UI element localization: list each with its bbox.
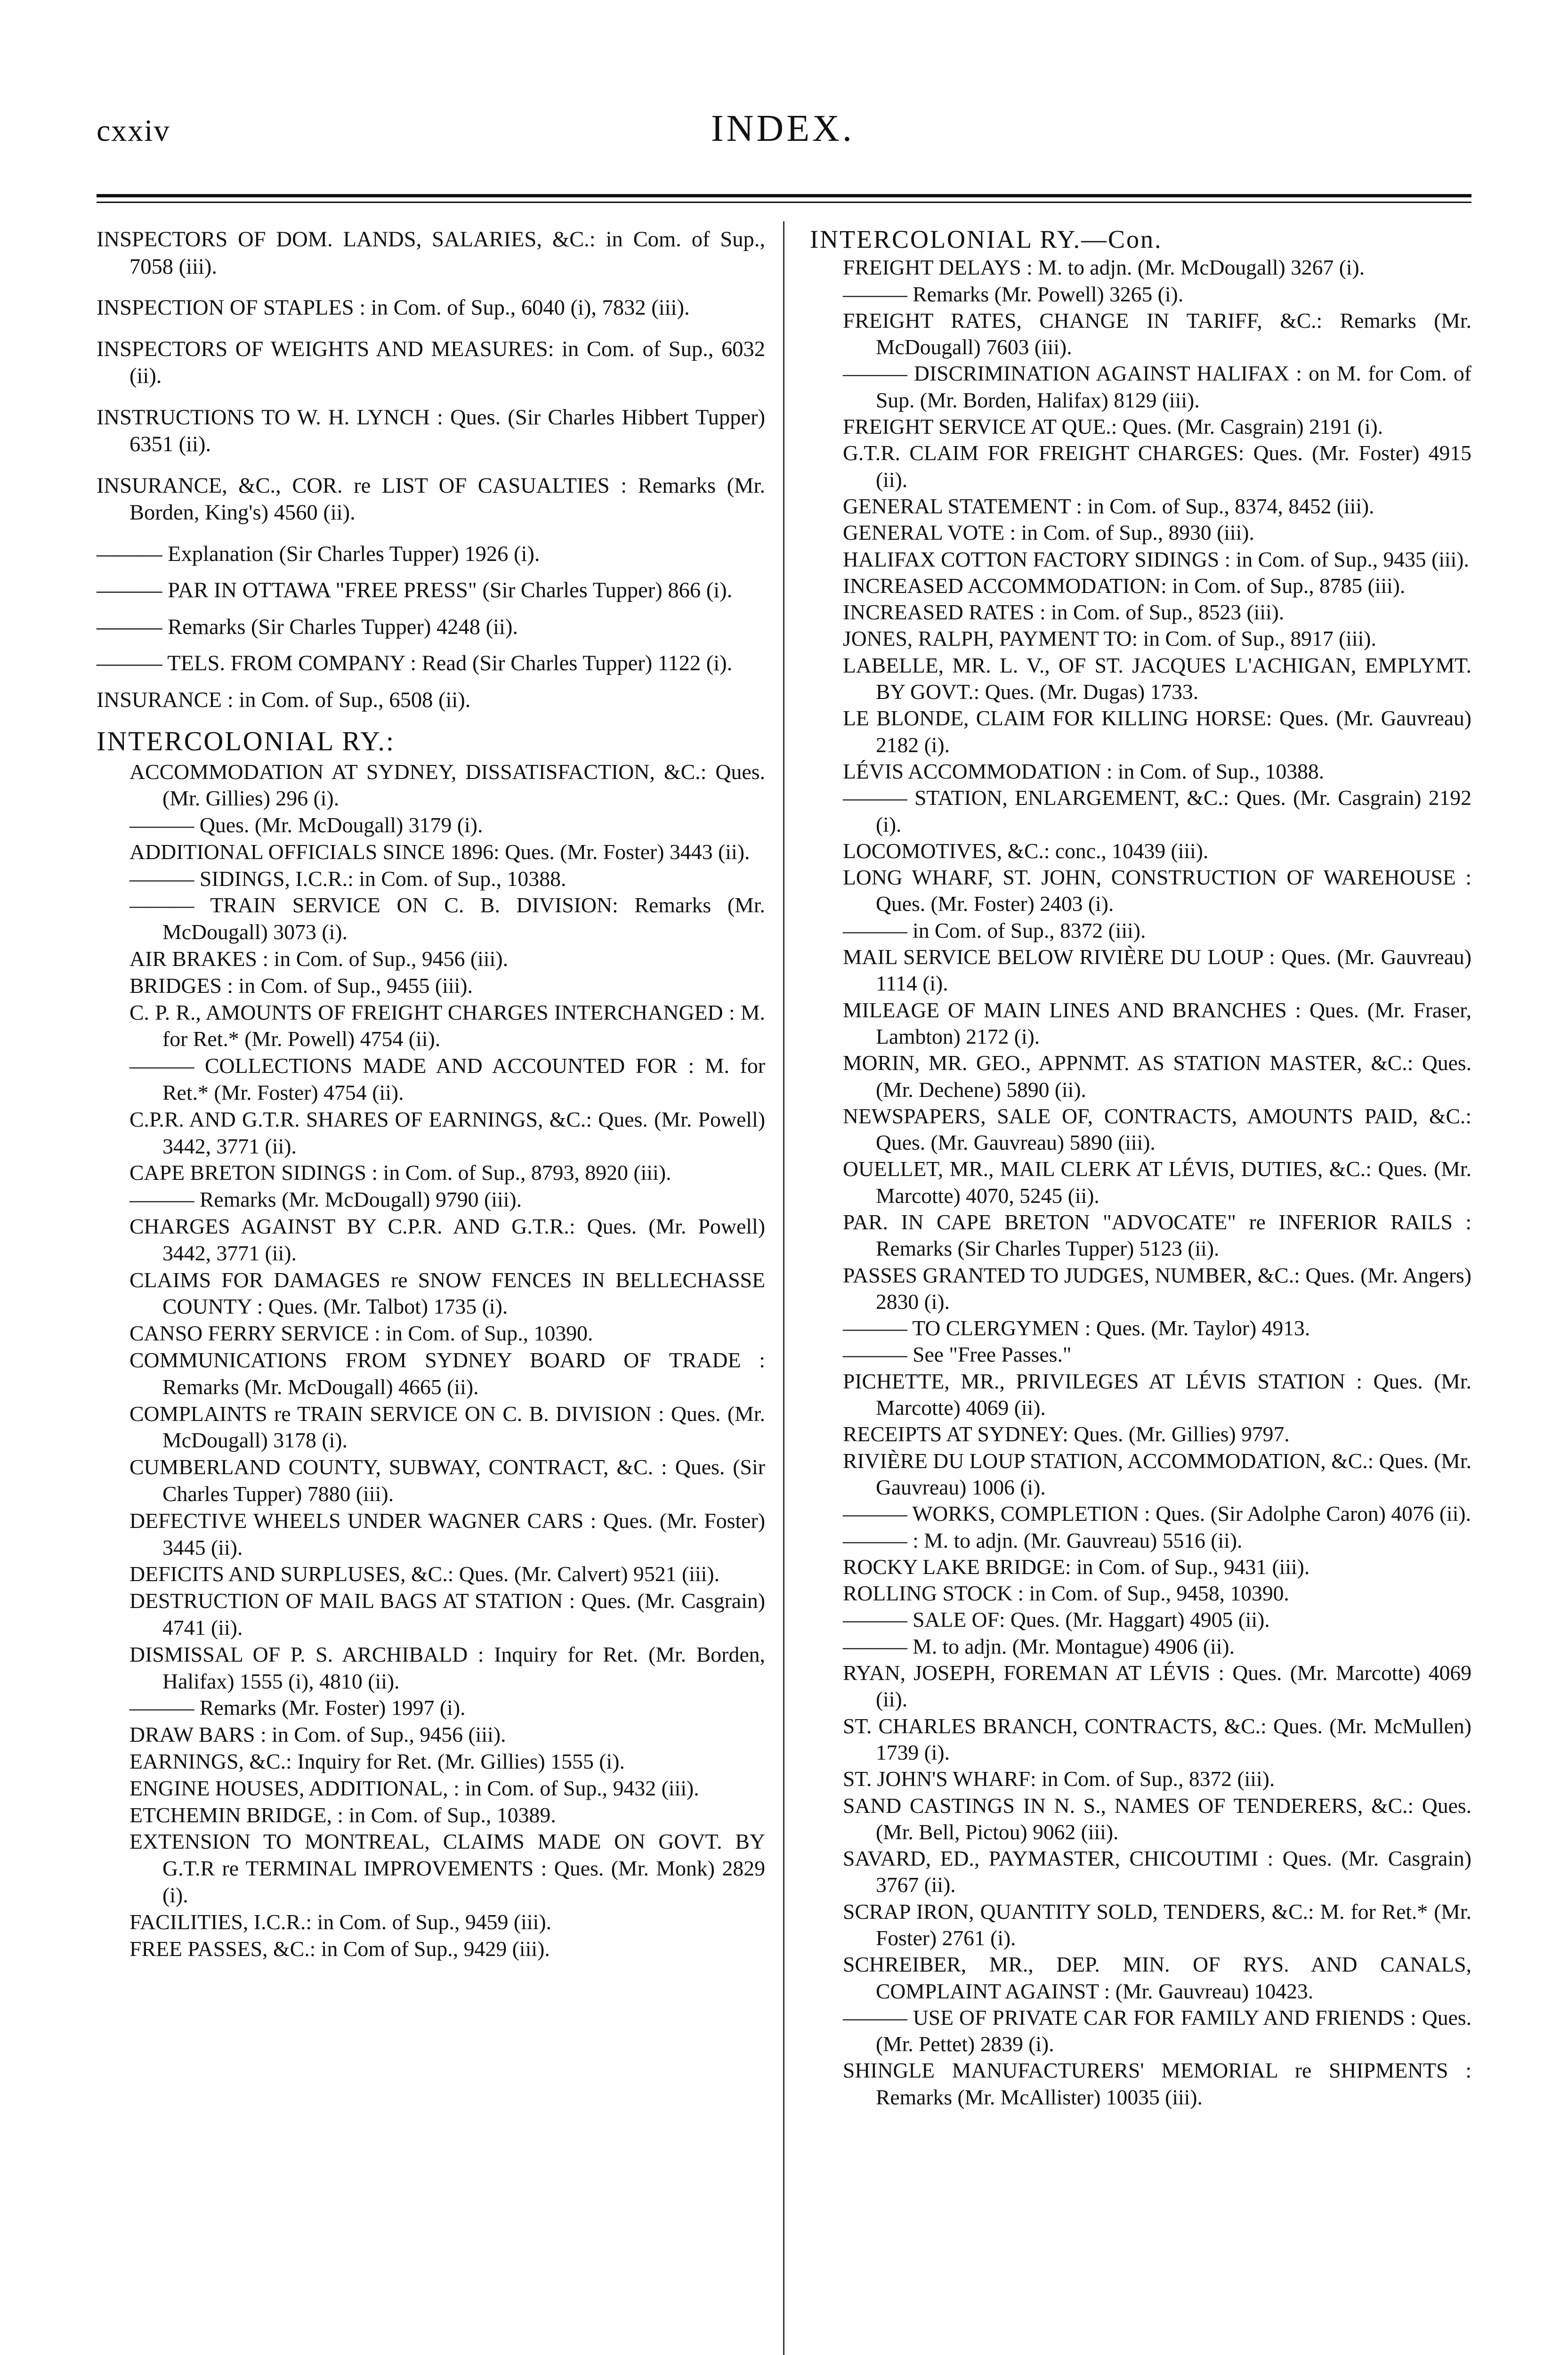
index-entry: ——— M. to adjn. (Mr. Montague) 4906 (ii). [843,1634,1235,1658]
index-entry: C.P.R. AND G.T.R. SHARES OF EARNINGS, &C.: Ques. (Mr. Powell) 3442, 3771 (ii). [129,1107,765,1158]
index-entry: LÉVIS ACCOMMODATION : in Com. of Sup., 10388. [843,759,1325,783]
index-entry: PASSES GRANTED TO JUDGES, NUMBER, &C.: Ques. (Mr. Angers) 2830 (i). [843,1263,1471,1314]
index-entry: FREIGHT RATES, CHANGE IN TARIFF, &C.: Remarks (Mr. McDougall) 7603 (iii). [843,308,1471,359]
index-entry: ——— PAR IN OTTAWA "FREE PRESS" (Sir Charles Tupper) 866 (i). [97,578,733,602]
index-entry: INSPECTORS OF WEIGHTS AND MEASURES: in Com. of Sup., 6032 (ii). [97,337,765,388]
index-entry: INCREASED RATES : in Com. of Sup., 8523 (iii). [843,600,1285,625]
index-entry: ——— SALE OF: Ques. (Mr. Haggart) 4905 (ii). [843,1608,1270,1632]
index-entry: CAPE BRETON SIDINGS : in Com. of Sup., 8793, 8920 (iii). [129,1161,671,1185]
index-entry: FREIGHT DELAYS : M. to adjn. (Mr. McDougall) 3267 (i). [843,255,1365,280]
index-entry: ACCOMMODATION AT SYDNEY, DISSATISFACTION, &C.: Ques. (Mr. Gillies) 296 (i). [129,759,765,811]
index-entry: ——— Remarks (Mr. Foster) 1997 (i). [129,1696,466,1720]
index-entry: ST. CHARLES BRANCH, CONTRACTS, &C.: Ques. (Mr. McMullen) 1739 (i). [843,1713,1471,1764]
index-entry: DISMISSAL OF P. S. ARCHIBALD : Inquiry for Ret. (Mr. Borden, Halifax) 1555 (i), 4810 (ii). [129,1642,765,1693]
page-number: cxxiv [97,114,170,148]
right-entries [843,254,1471,2111]
index-entry: CANSO FERRY SERVICE : in Com. of Sup., 10390. [129,1321,593,1346]
index-entry: FREE PASSES, &C.: in Com of Sup., 9429 (iii). [129,1936,550,1961]
index-entry: ——— SIDINGS, I.C.R.: in Com. of Sup., 10388. [129,866,566,891]
index-entry: RIVIÈRE DU LOUP STATION, ACCOMMODATION, &C.: Ques. (Mr. Gauvreau) 1006 (i). [843,1448,1471,1499]
index-entry: MORIN, MR. GEO., APPNMT. AS STATION MASTER, &C.: Ques. (Mr. Dechene) 5890 (ii). [843,1051,1471,1102]
index-entry: HALIFAX COTTON FACTORY SIDINGS : in Com. of Sup., 9435 (iii). [843,547,1469,571]
index-entry: INSURANCE, &C., COR. re LIST OF CASUALTIES : Remarks (Mr. Borden, King's) 4560 (ii). [97,473,765,525]
index-entry: CLAIMS FOR DAMAGES re SNOW FENCES IN BELLECHASSE COUNTY : Ques. (Mr. Talbot) 1735 (i). [129,1267,765,1319]
index-entry: SCRAP IRON, QUANTITY SOLD, TENDERS, &C.: M. for Ret.* (Mr. Foster) 2761 (i). [843,1899,1471,1950]
index-entry: AIR BRAKES : in Com. of Sup., 9456 (iii). [129,947,509,971]
index-entry: NEWSPAPERS, SALE OF, CONTRACTS, AMOUNTS PAID, &C.: Ques. (Mr. Gauvreau) 5890 (iii). [843,1104,1471,1155]
index-entry: DEFECTIVE WHEELS UNDER WAGNER CARS : Ques. (Mr. Foster) 3445 (ii). [129,1508,765,1559]
index-entry: EXTENSION TO MONTREAL, CLAIMS MADE ON GOVT. BY G.T.R re TERMINAL IMPROVEMENTS : Ques. (Mr. Monk) 2829 (i). [129,1829,765,1907]
index-entry: LONG WHARF, ST. JOHN, CONSTRUCTION OF WAREHOUSE : Ques. (Mr. Foster) 2403 (i). [843,865,1471,916]
index-entry: ENGINE HOUSES, ADDITIONAL, : in Com. of Sup., 9432 (iii). [129,1776,699,1800]
right-column [810,225,1471,2111]
index-entry: OUELLET, MR., MAIL CLERK AT LÉVIS, DUTIES, &C.: Ques. (Mr. Marcotte) 4070, 5245 (ii). [843,1157,1471,1208]
index-entry: DRAW BARS : in Com. of Sup., 9456 (iii). [129,1722,506,1747]
index-entry: SAND CASTINGS IN N. S., NAMES OF TENDERERS, &C.: Ques. (Mr. Bell, Pictou) 9062 (iii). [843,1793,1471,1844]
index-entry: DEFICITS AND SURPLUSES, &C.: Ques. (Mr. Calvert) 9521 (iii). [129,1562,720,1586]
index-entry: JONES, RALPH, PAYMENT TO: in Com. of Sup., 8917 (iii). [843,626,1376,651]
index-entry: ——— Remarks (Mr. Powell) 3265 (i). [843,282,1184,306]
index-entry: ——— DISCRIMINATION AGAINST HALIFAX : on M. for Com. of Sup. (Mr. Borden, Halifax) 8129 (iii). [843,361,1471,412]
index-entry: CHARGES AGAINST BY C.P.R. AND G.T.R.: Ques. (Mr. Powell) 3442, 3771 (ii). [129,1214,765,1265]
index-entry: DESTRUCTION OF MAIL BAGS AT STATION : Ques. (Mr. Casgrain) 4741 (ii). [129,1589,765,1640]
index-entry: ETCHEMIN BRIDGE, : in Com. of Sup., 10389. [129,1803,556,1827]
index-entry: FACILITIES, I.C.R.: in Com. of Sup., 9459 (iii). [129,1909,552,1934]
index-entry: ——— Ques. (Mr. McDougall) 3179 (i). [129,813,483,837]
index-entry: LE BLONDE, CLAIM FOR KILLING HORSE: Ques. (Mr. Gauvreau) 2182 (i). [843,706,1471,757]
index-entry: ——— STATION, ENLARGEMENT, &C.: Ques. (Mr. Casgrain) 2192 (i). [843,786,1471,836]
index-entry: ——— TRAIN SERVICE ON C. B. DIVISION: Remarks (Mr. McDougall) 3073 (i). [129,893,765,944]
index-entry: PICHETTE, MR., PRIVILEGES AT LÉVIS STATION : Ques. (Mr. Marcotte) 4069 (ii). [843,1369,1471,1420]
continued-heading: INTERCOLONIAL RY.—Con. [810,225,1163,253]
intercolonial-entries [97,759,765,1963]
index-entry: RYAN, JOSEPH, FOREMAN AT LÉVIS : Ques. (Mr. Marcotte) 4069 (ii). [843,1661,1471,1712]
column-divider [783,221,784,2355]
index-entry: ——— TELS. FROM COMPANY : Read (Sir Charles Tupper) 1122 (i). [97,651,733,675]
index-entry: MILEAGE OF MAIN LINES AND BRANCHES : Ques. (Mr. Fraser, Lambton) 2172 (i). [843,998,1471,1048]
index-entry: SCHREIBER, MR., DEP. MIN. OF RYS. AND CANALS, COMPLAINT AGAINST : (Mr. Gauvreau) 10423. [843,1952,1471,2003]
index-entry: ——— See "Free Passes." [843,1342,1072,1367]
index-entry: C. P. R., AMOUNTS OF FREIGHT CHARGES INTERCHANGED : M. for Ret.* (Mr. Powell) 4754 (ii). [129,1000,765,1051]
index-entry: COMMUNICATIONS FROM SYDNEY BOARD OF TRADE : Remarks (Mr. McDougall) 4665 (ii). [129,1348,765,1399]
index-entry: CUMBERLAND COUNTY, SUBWAY, CONTRACT, &C. : Ques. (Sir Charles Tupper) 7880 (iii). [129,1455,765,1506]
index-entry: INSTRUCTIONS TO W. H. LYNCH : Ques. (Sir Charles Hibbert Tupper) 6351 (ii). [97,405,765,456]
index-entry: LOCOMOTIVES, &C.: conc., 10439 (iii). [843,838,1209,863]
index-entry: ——— in Com. of Sup., 8372 (iii). [843,918,1146,942]
index-entry: ADDITIONAL OFFICIALS SINCE 1896: Ques. (Mr. Foster) 3443 (ii). [129,839,750,864]
index-entry: ——— Remarks (Sir Charles Tupper) 4248 (ii). [97,615,518,639]
index-entry: LABELLE, MR. L. V., OF ST. JACQUES L'ACHIGAN, EMPLYMT. BY GOVT.: Ques. (Mr. Dugas) 1733. [843,653,1471,704]
index-entry: EARNINGS, &C.: Inquiry for Ret. (Mr. Gillies) 1555 (i). [129,1749,625,1773]
index-entry: ——— Explanation (Sir Charles Tupper) 1926 (i). [97,542,540,566]
index-entry: GENERAL STATEMENT : in Com. of Sup., 8374, 8452 (iii). [843,494,1374,518]
index-entry: PAR. IN CAPE BRETON "ADVOCATE" re INFERIOR RAILS : Remarks (Sir Charles Tupper) 5123 (ii). [843,1210,1471,1261]
index-entry: INSPECTION OF STAPLES : in Com. of Sup., 6040 (i), 7832 (iii). [97,296,690,320]
index-entry: SHINGLE MANUFACTURERS' MEMORIAL re SHIPMENTS : Remarks (Mr. McAllister) 10035 (iii). [843,2058,1471,2109]
index-entry: ——— WORKS, COMPLETION : Ques. (Sir Adolphe Caron) 4076 (ii). [843,1502,1471,1526]
index-entry: G.T.R. CLAIM FOR FREIGHT CHARGES: Ques. (Mr. Foster) 4915 (ii). [843,441,1471,492]
header-rule [97,194,1471,197]
index-entry: GENERAL VOTE : in Com. of Sup., 8930 (iii). [843,520,1254,545]
header-rule-thin [97,202,1471,203]
index-entry: FREIGHT SERVICE AT QUE.: Ques. (Mr. Casgrain) 2191 (i). [843,414,1383,439]
index-entry: RECEIPTS AT SYDNEY: Ques. (Mr. Gillies) 9797. [843,1422,1290,1446]
left-entries [97,226,765,714]
index-entry: ——— Remarks (Mr. McDougall) 9790 (iii). [129,1187,522,1212]
index-entry: ——— TO CLERGYMEN : Ques. (Mr. Taylor) 4913. [843,1316,1310,1340]
index-entry: COMPLAINTS re TRAIN SERVICE ON C. B. DIVISION : Ques. (Mr. McDougall) 3178 (i). [129,1401,765,1453]
index-entry: INSURANCE : in Com. of Sup., 6508 (ii). [97,688,471,712]
index-entry: ——— : M. to adjn. (Mr. Gauvreau) 5516 (ii). [843,1528,1243,1552]
index-entry: SAVARD, ED., PAYMASTER, CHICOUTIMI : Ques. (Mr. Casgrain) 3767 (ii). [843,1846,1471,1897]
section-heading: INTERCOLONIAL RY.: [97,726,395,756]
index-entry: ROCKY LAKE BRIDGE: in Com. of Sup., 9431 (iii). [843,1554,1310,1579]
index-entry: MAIL SERVICE BELOW RIVIÈRE DU LOUP : Ques. (Mr. Gauvreau) 1114 (i). [843,945,1471,996]
left-column [97,226,765,1962]
index-entry: INCREASED ACCOMMODATION: in Com. of Sup., 8785 (iii). [843,573,1406,598]
index-entry: BRIDGES : in Com. of Sup., 9455 (iii). [129,973,473,998]
index-entry: INSPECTORS OF DOM. LANDS, SALARIES, &C.: in Com. of Sup., 7058 (iii). [97,227,765,279]
index-entry: ——— USE OF PRIVATE CAR FOR FAMILY AND FRIENDS : Ques. (Mr. Pettet) 2839 (i). [843,2005,1471,2056]
page-title: INDEX. [711,108,855,149]
index-entry: ROLLING STOCK : in Com. of Sup., 9458, 10390. [843,1581,1289,1606]
index-entry: ——— COLLECTIONS MADE AND ACCOUNTED FOR : M. for Ret.* (Mr. Foster) 4754 (ii). [129,1054,765,1105]
index-entry: ST. JOHN'S WHARF: in Com. of Sup., 8372 (iii). [843,1767,1275,1791]
